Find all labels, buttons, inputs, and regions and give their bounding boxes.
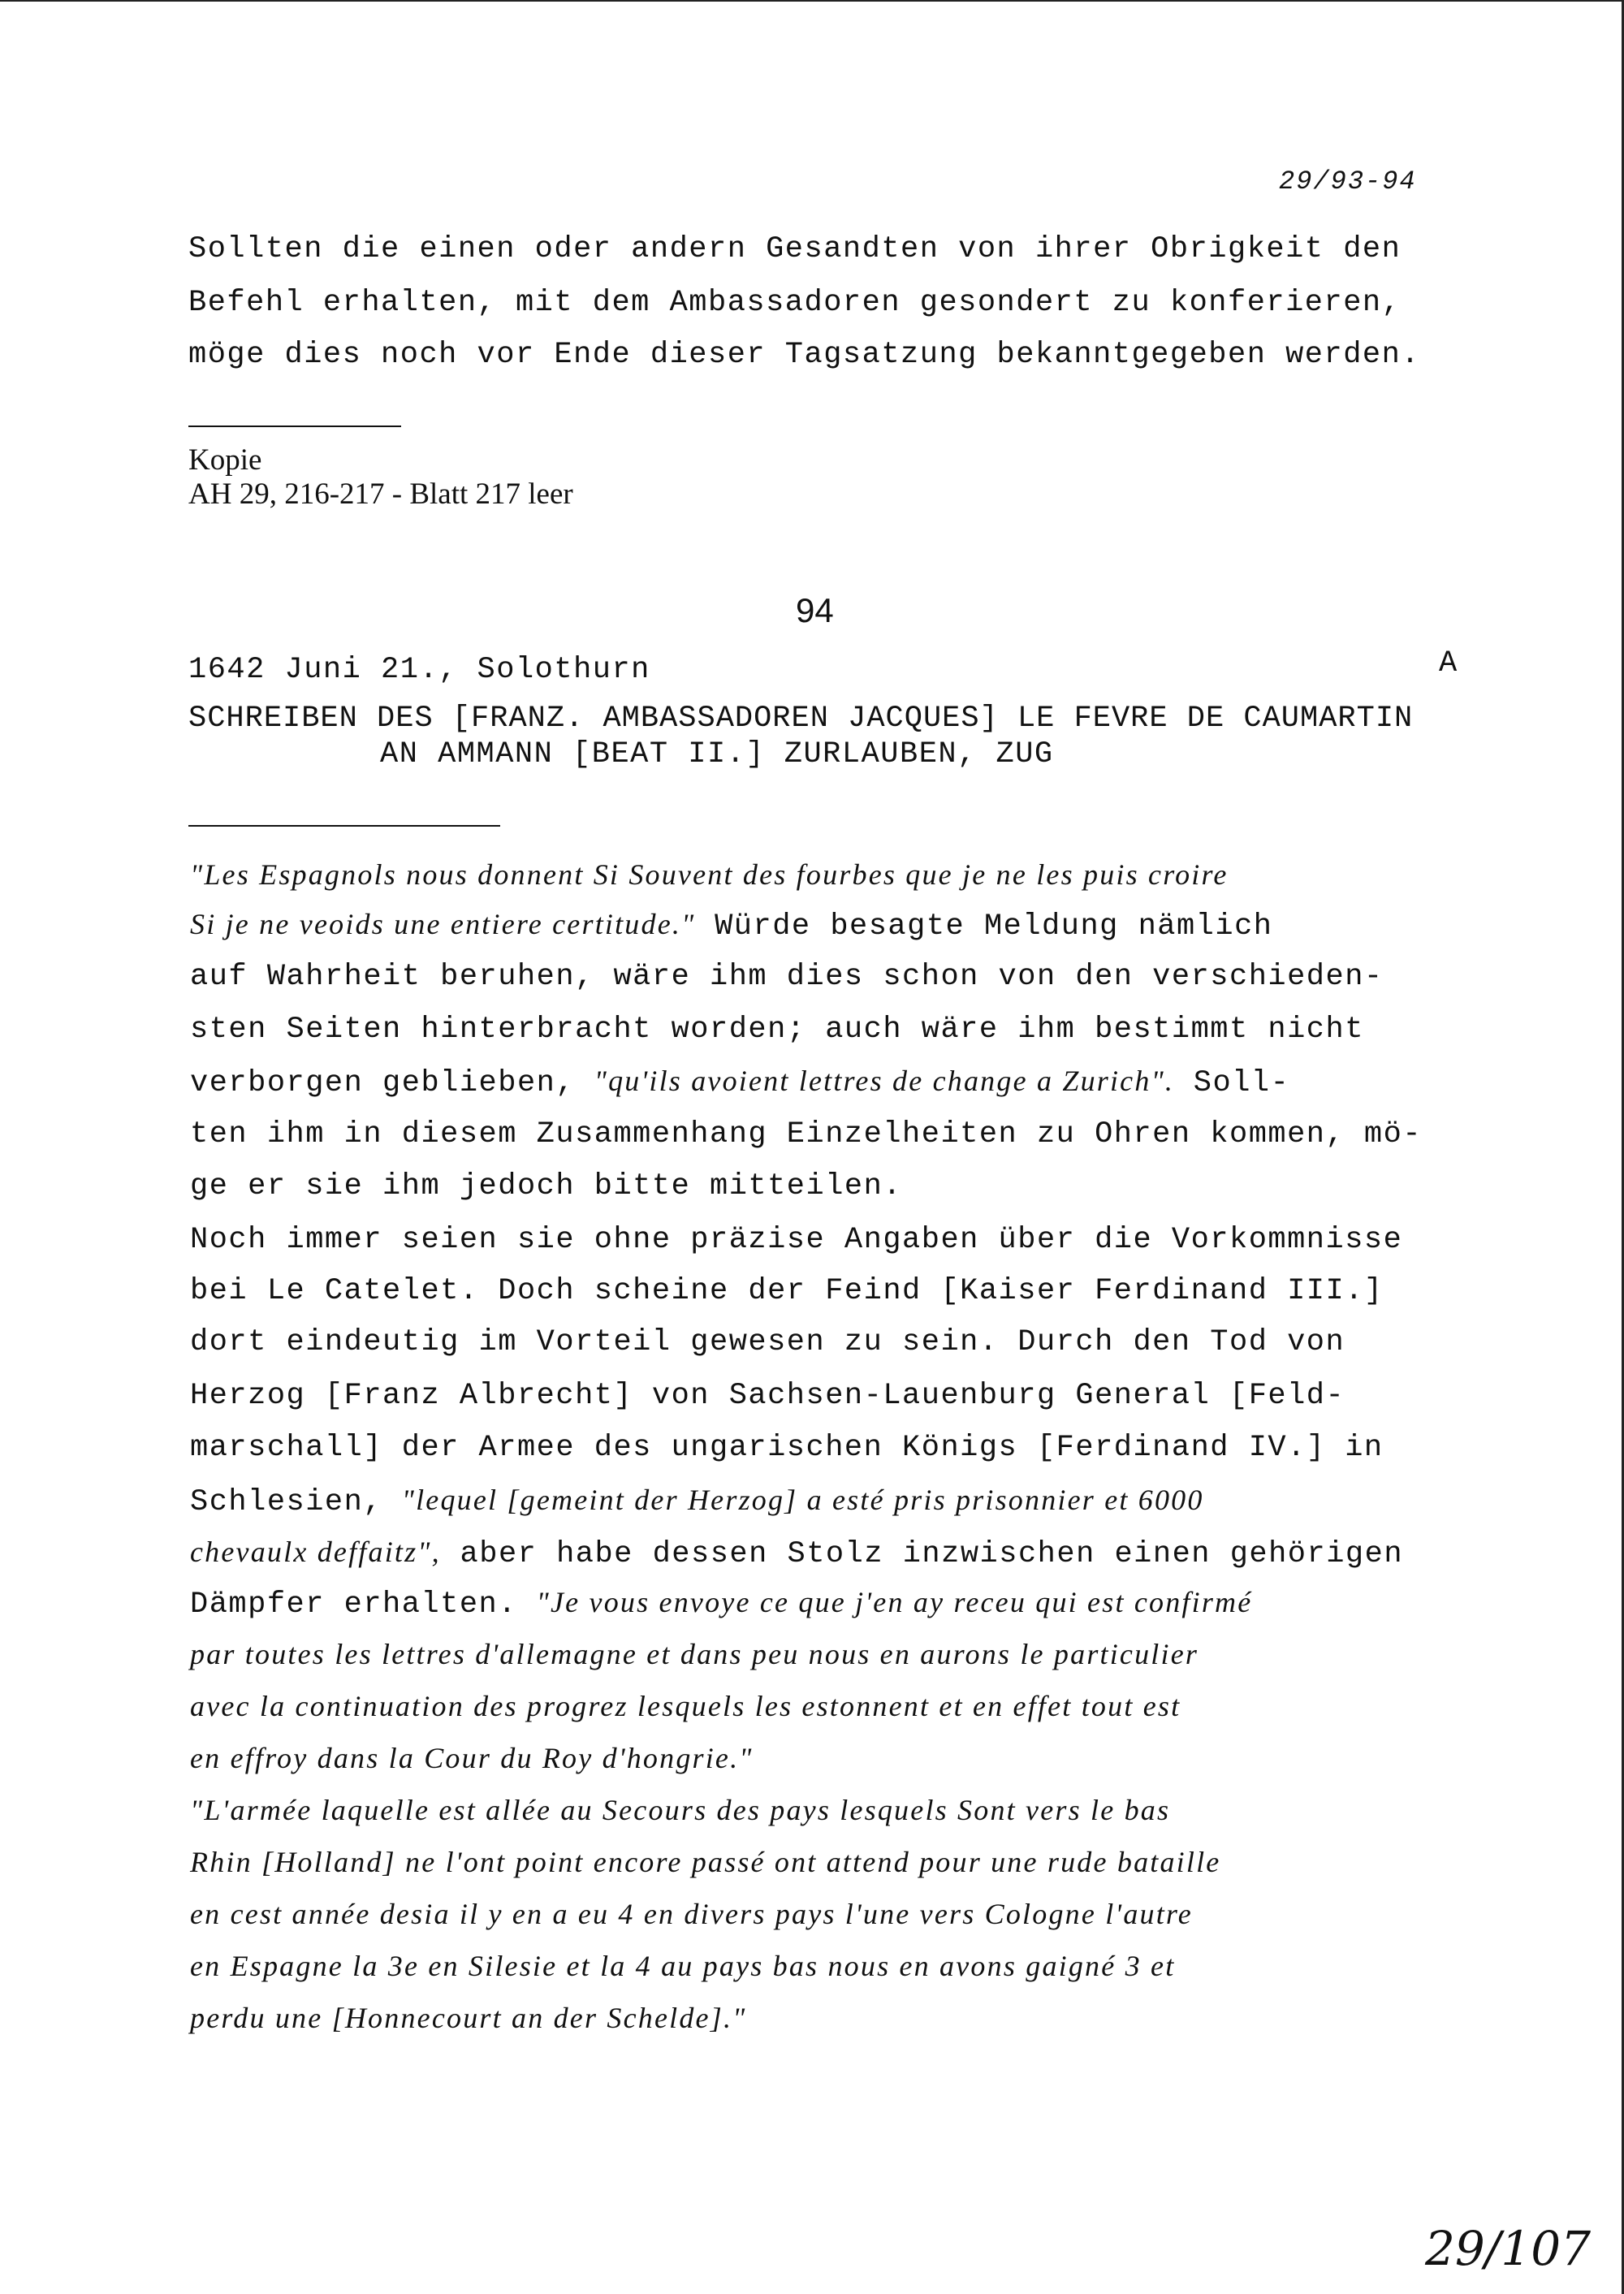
german-text-segment: Schlesien, — [190, 1485, 402, 1519]
body-line — [190, 1634, 1199, 1674]
source-reference: AH 29, 216-217 - Blatt 217 leer — [188, 477, 573, 511]
source-label: Kopie — [188, 443, 262, 477]
german-text-segment: Herzog [Franz Albrecht] von Sachsen-Lauenburg General [Feld- — [190, 1379, 1345, 1413]
german-text-segment: sten Seiten hinterbracht worden; auch wäre ihm bestimmt nicht — [190, 1013, 1364, 1047]
document-marker: A — [1439, 646, 1458, 680]
separator-rule — [188, 825, 500, 827]
body-line — [190, 904, 1273, 944]
french-quote-segment: "L'armée laquelle est allée au Secours des pays lesquels Sont vers le bas — [190, 1794, 1171, 1826]
french-quote-segment: Rhin [Holland] ne l'ont point encore passé ont attend pour une rude bataille — [190, 1846, 1221, 1878]
body-line — [190, 1220, 1402, 1260]
body-line — [190, 1894, 1193, 1934]
body-line — [190, 1480, 1204, 1520]
body-line — [190, 1790, 1170, 1830]
french-quote-segment: avec la continuation des progrez lesquels les estonnent et en effet tout est — [190, 1690, 1181, 1722]
german-text-segment: Würde besagte Meldung nämlich — [695, 909, 1273, 944]
french-quote-segment: en effroy dans la Cour du Roy d'hongrie." — [190, 1742, 754, 1774]
body-line — [190, 1322, 1345, 1363]
body-line — [190, 1271, 1384, 1311]
german-text-segment: dort eindeutig im Vorteil gewesen zu sein. Durch den Tod von — [190, 1325, 1345, 1359]
german-text-segment: ten ihm in diesem Zusammenhang Einzelheiten zu Ohren kommen, mö- — [190, 1117, 1423, 1151]
body-line — [190, 854, 1229, 895]
body-line — [190, 1114, 1422, 1155]
french-quote-segment: en Espagne la 3e en Silesie et la 4 au pays bas nous en avons gaigné 3 et — [190, 1950, 1176, 1982]
body-line — [190, 1061, 1289, 1101]
document-number: 94 — [796, 591, 834, 629]
body-line — [190, 1376, 1345, 1416]
body-line — [190, 1428, 1384, 1468]
body-line — [190, 1166, 902, 1207]
french-quote-segment: "Les Espagnols nous donnent Si Souvent des fourbes que je ne les puis croire — [190, 858, 1229, 891]
body-line — [190, 1686, 1181, 1726]
german-text-segment: Soll- — [1174, 1066, 1290, 1100]
german-text-segment: ge er sie ihm jedoch bitte mitteilen. — [190, 1169, 903, 1203]
separator-rule — [188, 426, 401, 427]
intro-line-3: möge dies noch vor Ende dieser Tagsatzung bekanntgegeben werden. — [188, 338, 1421, 372]
body-line — [190, 1998, 746, 2038]
german-text-segment: marschall] der Armee des ungarischen Königs [Ferdinand IV.] in — [190, 1431, 1384, 1465]
french-quote-segment: en cest année desia il y en a eu 4 en divers pays l'une vers Cologne l'autre — [190, 1898, 1193, 1930]
french-quote-segment: perdu une [Honnecourt an der Schelde]." — [190, 2002, 747, 2034]
document-title-line-2: AN AMMANN [BEAT II.] ZURLAUBEN, ZUG — [380, 737, 1054, 771]
french-quote-segment: "Je vous envoye ce que j'en ay receu qui est confirmé — [536, 1586, 1253, 1618]
german-text-segment: bei Le Catelet. Doch scheine der Feind [Kaiser Ferdinand III.] — [190, 1274, 1384, 1308]
body-line — [190, 1842, 1220, 1882]
body-line — [190, 1738, 754, 1778]
french-quote-segment: "lequel [gemeint der Herzog] a esté pris prisonnier et 6000 — [401, 1484, 1204, 1516]
body-line — [190, 957, 1384, 997]
body-line — [190, 1009, 1364, 1050]
german-text-segment: auf Wahrheit beruhen, wäre ihm dies schon von den verschieden- — [190, 960, 1384, 994]
german-text-segment: verborgen geblieben, — [190, 1066, 594, 1100]
document-title-line-1: SCHREIBEN DES [FRANZ. AMBASSADOREN JACQUES] LE FEVRE DE CAUMARTIN — [188, 702, 1414, 736]
page-reference: 29/93-94 — [1279, 166, 1417, 197]
french-quote-segment: par toutes les lettres d'allemagne et dans peu nous en aurons le particulier — [190, 1638, 1199, 1670]
german-text-segment: aber habe dessen Stolz inzwischen einen gehörigen — [440, 1537, 1404, 1571]
body-line — [190, 1946, 1175, 1986]
german-text-segment: Noch immer seien sie ohne präzise Angaben über die Vorkommnisse — [190, 1223, 1403, 1257]
body-line — [190, 1582, 1252, 1622]
french-quote-segment: "qu'ils avoient lettres de change a Zurich". — [594, 1065, 1175, 1097]
body-line — [190, 1531, 1403, 1572]
french-quote-segment: Si je ne veoids une entiere certitude." — [190, 908, 696, 940]
archive-stamp: 29/107 — [1425, 2221, 1592, 2276]
document-date-place: 1642 Juni 21., Solothurn — [188, 653, 650, 687]
french-quote-segment: chevaulx deffaitz", — [190, 1536, 441, 1568]
german-text-segment: Dämpfer erhalten. — [190, 1588, 537, 1622]
intro-line-1: Sollten die einen oder andern Gesandten von ihrer Obrigkeit den — [188, 232, 1402, 266]
intro-line-2: Befehl erhalten, mit dem Ambassadoren gesondert zu konferieren, — [188, 286, 1402, 320]
